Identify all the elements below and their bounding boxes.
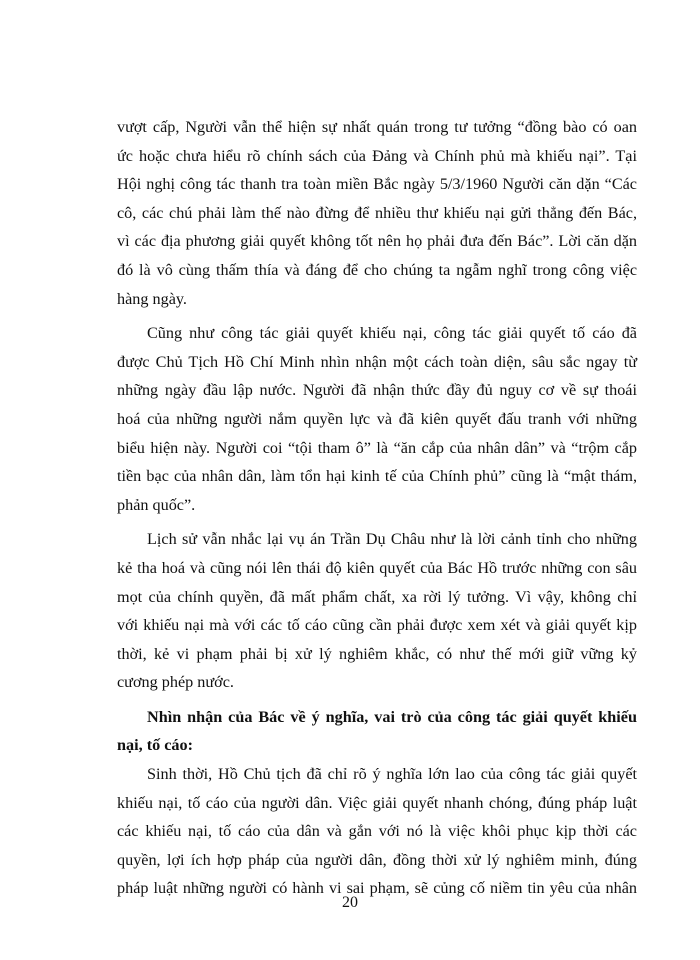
text-line: tiền bạc của nhân dân, làm tổn hại kinh tế của Chính phủ” cũng là “mật thám, [117,467,637,486]
paragraph [117,760,637,903]
text-line: Sinh thời, Hồ Chủ tịch đã chỉ rõ ý nghĩa lớn lao của công tác giải quyết [147,765,637,784]
text-line: Lịch sử vẫn nhắc lại vụ án Trần Dụ Châu như là lời cảnh tỉnh cho những [147,530,637,549]
text-line: những ngày đầu lập nước. Người đã nhận thức đầy đủ nguy cơ về sự thoái [117,381,637,400]
text-line: với khiếu nại mà với các tố cáo cũng cần phải được xem xét và giải quyết kịp [117,616,637,635]
text-line: được Chủ Tịch Hồ Chí Minh nhìn nhận một cách toàn diện, sâu sắc ngay từ [117,352,637,371]
paragraph [117,525,637,697]
text-line: mọt của chính quyền, đã mất phẩm chất, xa rời lý tưởng. Vì vậy, không chỉ [117,587,637,606]
text-line: kẻ tha hoá và cũng nói lên thái độ kiên quyết của Bác Hồ trước những con sâu [117,558,637,577]
document-body [117,113,637,903]
text-line: hoá của những người nắm quyền lực và đã kiên quyết đấu tranh với những [117,409,637,428]
text-line: đó là vô cùng thấm thía và đáng để cho chúng ta ngẫm nghĩ trong công việc [117,260,637,279]
text-line: vì các địa phương giải quyết không tốt nên họ phải đưa đến Bác”. Lời căn dặn [117,232,637,251]
heading-line: nại, tố cáo: [117,736,193,755]
text-line: thời, kẻ vi phạm phải bị xử lý nghiêm khắc, có như thế mới giữ vững kỷ [117,644,637,663]
heading-line: Nhìn nhận của Bác về ý nghĩa, vai trò của công tác giải quyết khiếu [147,707,637,726]
paragraph [117,319,637,519]
section-heading [117,703,637,760]
text-line: pháp luật những người có hành vi sai phạm, sẽ củng cố niềm tin yêu của nhân [117,879,637,898]
text-line: cô, các chú phải làm thế nào đừng để nhiều thư khiếu nại gửi thẳng đến Bác, [117,203,637,222]
page-number: 20 [342,894,358,911]
text-line: phản quốc”. [117,495,196,514]
text-line: hàng ngày. [117,289,187,308]
paragraph [117,113,637,313]
text-line: Hội nghị công tác thanh tra toàn miền Bắc ngày 5/3/1960 Người căn dặn “Các [117,175,637,194]
text-line: cương phép nước. [117,673,234,692]
text-line: quyền, lợi ích hợp pháp của người dân, đồng thời xử lý nghiêm minh, đúng [117,850,637,869]
text-line: vượt cấp, Người vẫn thể hiện sự nhất quán trong tư tưởng “đồng bào có oan [117,118,637,136]
text-line: Cũng như công tác giải quyết khiếu nại, công tác giải quyết tố cáo đã [147,324,637,343]
text-line: khiếu nại, tố cáo của người dân. Việc giải quyết nhanh chóng, đúng pháp luật [117,793,637,812]
text-line: các khiếu nại, tố cáo của dân và gắn với nó là việc khôi phục kịp thời các [117,822,637,841]
text-line: ức hoặc chưa hiểu rõ chính sách của Đảng và Chính phủ mà khiếu nại”. Tại [117,146,637,165]
text-line: biểu hiện này. Người coi “tội tham ô” là “ăn cắp của nhân dân” và “trộm cắp [117,438,637,457]
